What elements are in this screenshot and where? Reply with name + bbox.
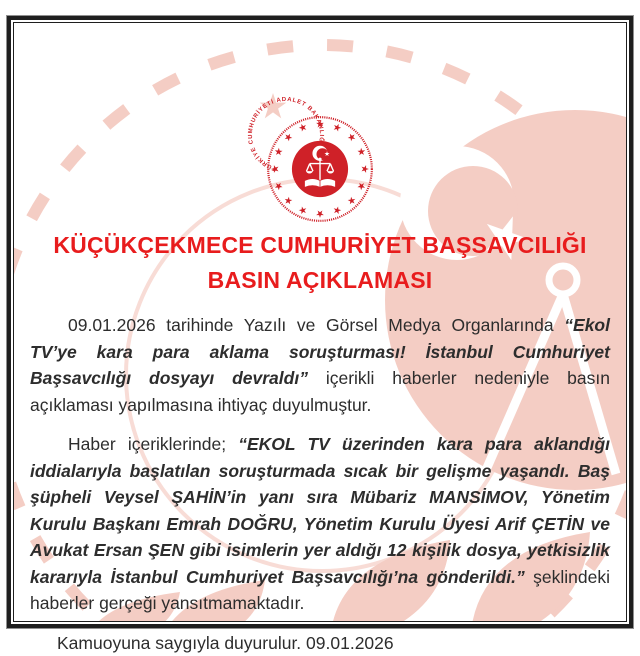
emblem-container xyxy=(14,115,626,223)
paragraph-1-lead: 09.01.2026 tarihinde Yazılı ve Görsel Medya Organlarında xyxy=(68,315,564,335)
document-frame xyxy=(7,16,633,628)
paragraph-1 xyxy=(30,312,610,418)
watermark-ring-text xyxy=(14,23,333,41)
closing-line: Kamuoyuna saygıyla duyurulur. 09.01.2026 xyxy=(30,630,610,656)
paragraph-1-quote: “Ekol TV’ye kara para aklama soruşturması! İstanbul Cumhuriyet Başsavcılığı dosyayı devraldı” xyxy=(30,315,610,388)
document-inner-frame xyxy=(13,22,627,622)
ministry-of-justice-emblem-icon xyxy=(266,115,374,223)
title-line-1: KÜÇÜKÇEKMECE CUMHURİYET BAŞSAVCILIĞI xyxy=(14,228,626,263)
paragraph-2-tail: şeklindeki haberler gerçeği yansıtmamaktadır. xyxy=(30,567,610,614)
title-line-2: BASIN AÇIKLAMASI xyxy=(14,263,626,298)
paragraph-2-quote: “EKOL TV üzerinden kara para aklandığı iddialarıyla başlatılan soruşturmada sıcak bir gelişme yaşandı. Baş şüpheli Veysel ŞAHİN’in yanı sıra Mübariz MANSİMOV, Yönetim Kurulu Başkanı Emrah DOĞRU, Yönetim Kurulu Üyesi Arif ÇETİN ve Avukat Ersan ŞEN gibi isimlerin yer aldığı 12 kişilik dosya, yetkisizlik kararıyla İstanbul Cumhuriyet Başsavcılığı’na gönderildi.” xyxy=(30,434,610,587)
svg-text:YETİ ADALET BAKANLIĞI xyxy=(14,23,333,41)
press-release-body xyxy=(30,312,610,656)
paragraph-1-tail: içerikli haberler nedeniyle basın açıklaması yapılmasına ihtiyaç duyulmuştur. xyxy=(30,368,610,415)
press-release-content xyxy=(14,115,626,656)
page-title xyxy=(14,228,626,298)
paragraph-2-lead: Haber içeriklerinde; xyxy=(68,434,238,454)
paragraph-2 xyxy=(30,431,610,617)
